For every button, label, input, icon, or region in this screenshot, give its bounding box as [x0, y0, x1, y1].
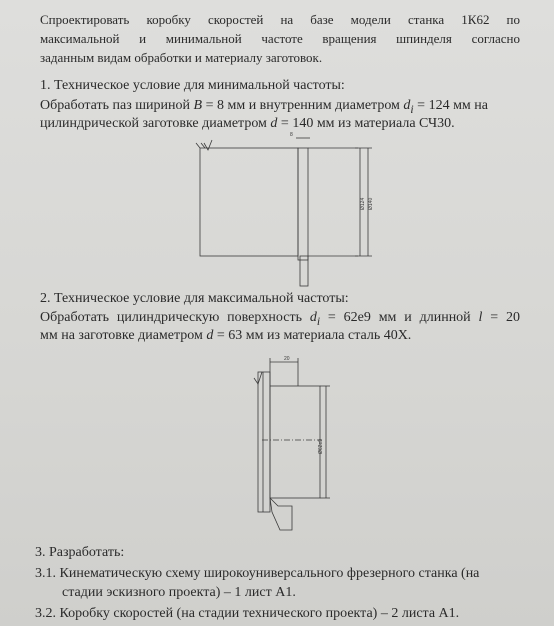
intro-line: заданным видам обработки и материалу заготовок.	[40, 50, 323, 65]
section1-line1: Обработать паз шириной B = 8 мм и внутренним диаметром $d_i = 124$ мм на	[40, 98, 488, 116]
section3-item1: 3.1. Кинематическую схему широкоуниверсального фрезерного станка (на	[35, 566, 480, 581]
section2-title: 2. Техническое условие для максимальной частоты:	[40, 291, 349, 306]
section3-item1-cont: стадии эскизного проекта) – 1 лист А1.	[62, 585, 296, 600]
section3-item2: 3.2. Коробку скоростей (на стадии технического проекта) – 2 листа А1.	[35, 606, 460, 621]
section2-line2: мм на заготовке диаметром d = 63 мм из материала сталь 40Х.	[40, 328, 412, 343]
section2-line1: Обработать цилиндрическую поверхность $d_i = 62е9$ мм и длинной l = 20	[40, 310, 520, 328]
section1-line2: цилиндрической заготовке диаметром d = 140 мм из материала СЧ30.	[40, 116, 455, 131]
section1-title: 1. Техническое условие для минимальной частоты:	[40, 78, 345, 93]
dim-outer-diameter: Ø140	[368, 197, 374, 210]
section3-title: 3. Разработать:	[35, 545, 125, 560]
dim-shaft-diameter: Ø62е9	[318, 438, 324, 454]
dim-groove-width: 8	[290, 132, 293, 138]
dim-inner-diameter: Ø124	[360, 197, 366, 210]
intro-line: Спроектировать коробку скоростей на базе модели станка 1К62 по	[40, 12, 520, 27]
intro-line: максимальной и минимальной частоте вращения шпинделя согласно	[40, 31, 520, 46]
dim-length: 20	[284, 356, 290, 362]
